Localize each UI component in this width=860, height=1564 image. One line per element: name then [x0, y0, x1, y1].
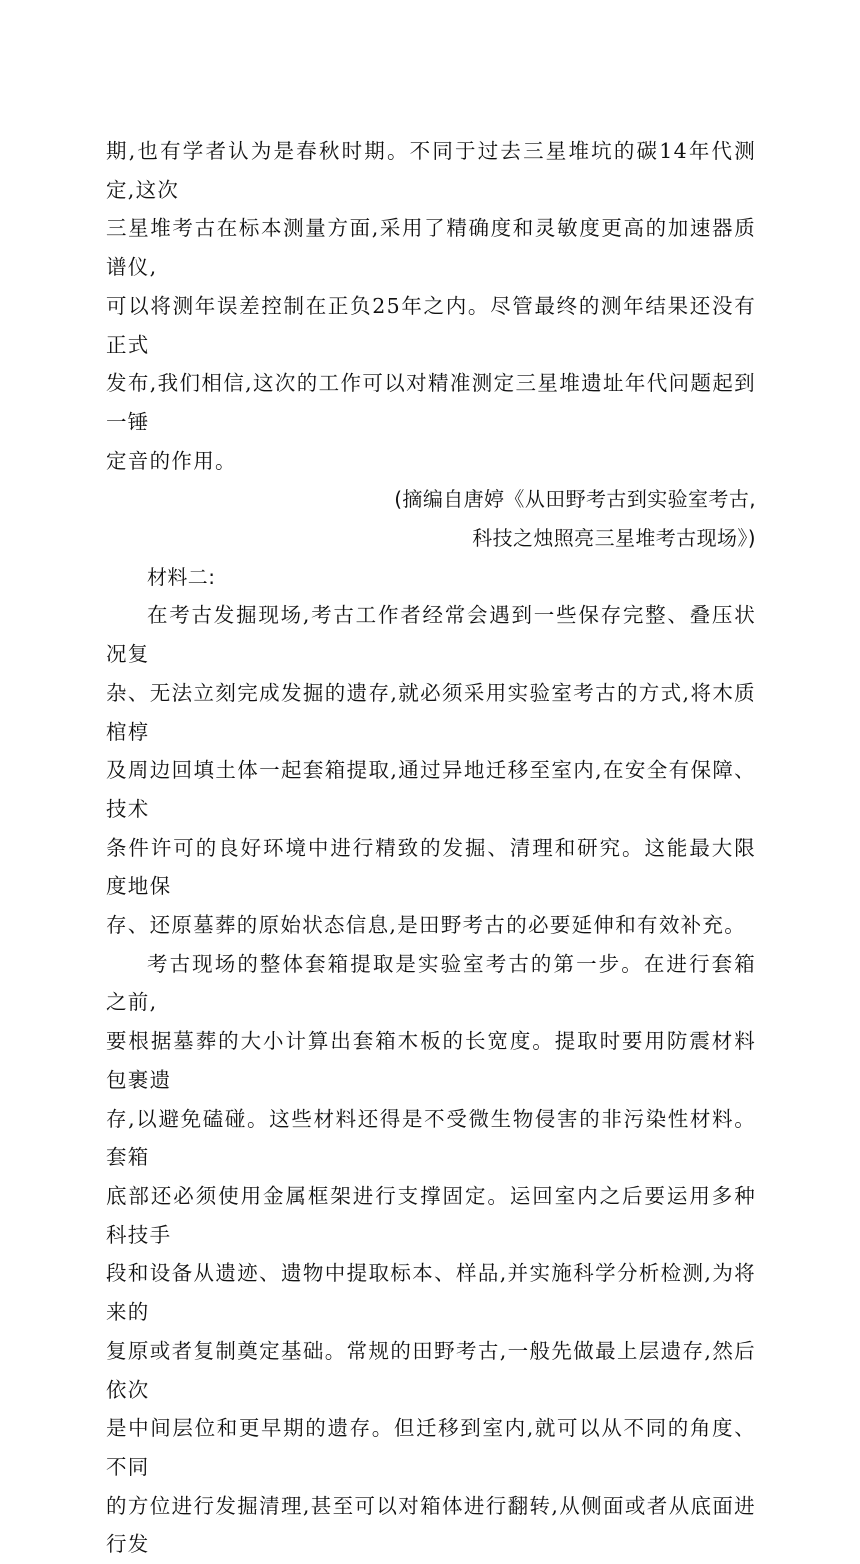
- document-page: [106, 132, 756, 1564]
- section-heading-material-two: 材料二:: [147, 564, 216, 589]
- paragraph-lab-archaeology-intro: 在考古发掘现场,考古工作者经常会遇到一些保存完整、叠压状况复 杂、无法立刻完成发掘的遗存,就必须采用实验室考古的方式,将木质棺椁 及周边回填土体一起套箱提取,通过异地迁移至室内,在安全有保障、技术 条件许可的良好环境中进行精致的发掘、清理和研究。这能最大限度地保 存、还原墓葬的原始状态信息,是田野考古的必要延伸和有效补充。: [106, 603, 756, 938]
- source-citation: (摘编自唐婷《从田野考古到实验室考古, 科技之烛照亮三星堆考古现场》): [394, 487, 756, 551]
- paragraph-dating-methods: 期,也有学者认为是春秋时期。不同于过去三星堆坑的碳14年代测定,这次 三星堆考古在标本测量方面,采用了精确度和灵敏度更高的加速器质谱仪, 可以将测年误差控制在正负25年之内。尽管最终的测年结果还没有正式 发布,我们相信,这次的工作可以对精准测定三星堆遗址年代问题起到一锤 定音的作用。: [106, 139, 756, 473]
- paragraph-box-extraction: 考古现场的整体套箱提取是实验室考古的第一步。在进行套箱之前, 要根据墓葬的大小计算出套箱木板的长宽度。提取时要用防震材料包裹遗 存,以避免磕碰。这些材料还得是不受微生物侵害的非污染性材料。套箱 底部还必须使用金属框架进行支撑固定。运回室内之后要运用多种科技手 段和设备从遗迹、遗物中提取标本、样品,并实施科学分析检测,为将来的 复原或者复制奠定基础。常规的田野考古,一般先做最上层遗存,然后依次 是中间层位和更早期的遗存。但迁移到室内,就可以从不同的角度、不同 的方位进行发掘清理,甚至可以对箱体进行翻转,从侧面或者从底面进行发: [106, 951, 756, 1557]
